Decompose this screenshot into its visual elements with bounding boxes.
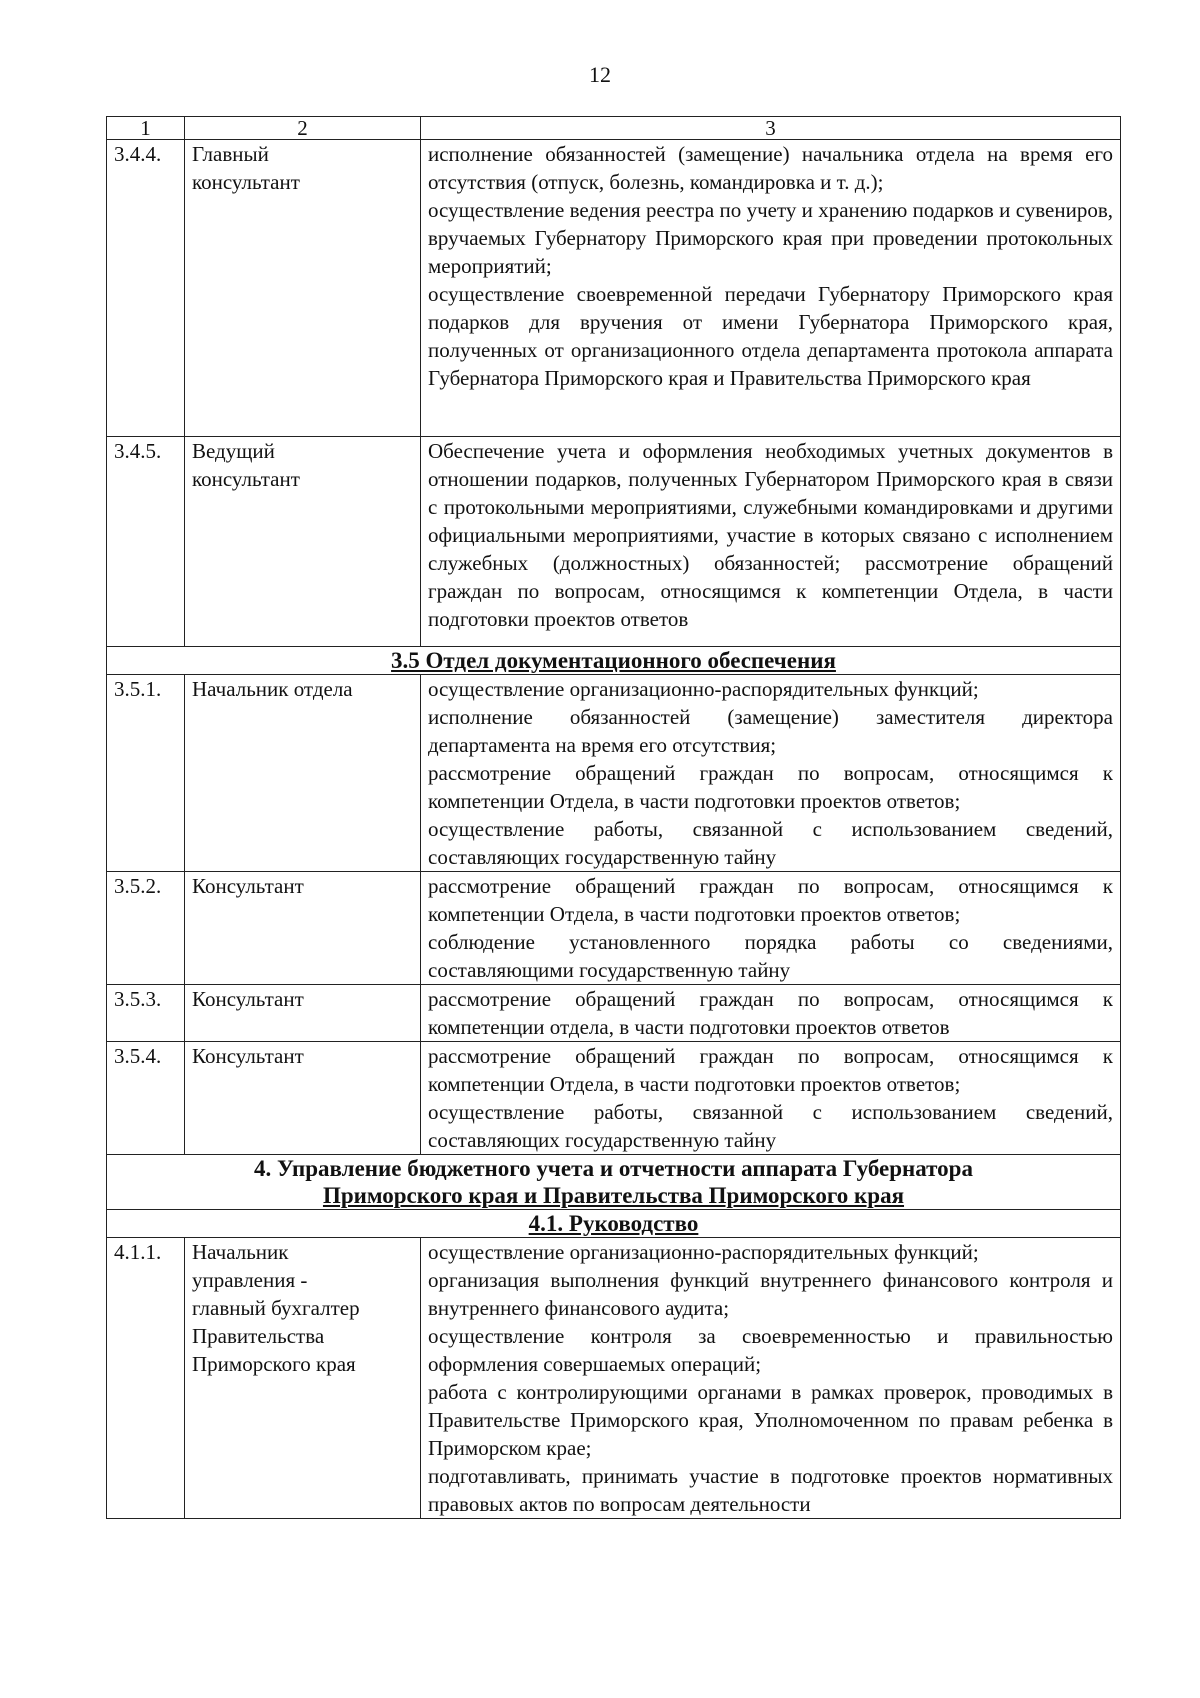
position-title-line: Начальник отдела <box>192 677 353 701</box>
table-row <box>107 1238 1121 1519</box>
position-title-line: консультант <box>192 170 300 194</box>
position-title-line: Начальник <box>192 1240 289 1264</box>
position-title-line: Приморского края <box>192 1352 356 1376</box>
duty-paragraph: рассмотрение обращений граждан по вопросам, относящимся к компетенции отдела, в части подготовки проектов ответов <box>428 987 1113 1039</box>
position-title-line: консультант <box>192 467 300 491</box>
duties-cell <box>421 1238 1121 1519</box>
section-row <box>107 1155 1121 1210</box>
position-title <box>185 985 421 1042</box>
row-number: 3.5.1. <box>107 675 185 872</box>
row-number: 3.4.4. <box>107 140 185 437</box>
section-heading-line: 4. Управление бюджетного учета и отчетности аппарата Губернатора <box>254 1156 973 1181</box>
duty-paragraph: осуществление ведения реестра по учету и хранению подарков и сувениров, вручаемых Губернатору Приморского края при проведении протокольных мероприятий; <box>428 198 1113 278</box>
row-number: 3.5.4. <box>107 1042 185 1155</box>
duties-cell <box>421 985 1121 1042</box>
table-row <box>107 437 1121 647</box>
section-heading-line: 3.5 Отдел документационного обеспечения <box>391 648 836 673</box>
section-heading <box>107 1210 1121 1238</box>
duty-paragraph: рассмотрение обращений граждан по вопросам, относящимся к компетенции Отдела, в части подготовки проектов ответов; <box>428 1044 1113 1096</box>
duty-paragraph: работа с контролирующими органами в рамках проверок, проводимых в Правительстве Приморского края, Уполномоченном по правам ребенка в Приморском крае; <box>428 1380 1113 1460</box>
duty-paragraph: подготавливать, принимать участие в подготовке проектов нормативных правовых актов по вопросам деятельности <box>428 1464 1113 1516</box>
duty-paragraph: осуществление организационно-распорядительных функций; <box>428 677 979 701</box>
position-title <box>185 140 421 437</box>
duty-paragraph: осуществление организационно-распорядительных функций; <box>428 1240 979 1264</box>
table-row <box>107 985 1121 1042</box>
table-row <box>107 675 1121 872</box>
duty-paragraph: осуществление работы, связанной с использованием сведений, составляющих государственную тайну <box>428 1100 1113 1152</box>
row-number: 4.1.1. <box>107 1238 185 1519</box>
position-title-line: Консультант <box>192 1044 304 1068</box>
section-heading-line: 4.1. Руководство <box>528 1211 699 1236</box>
position-title-line: главный бухгалтер <box>192 1296 360 1320</box>
position-title <box>185 675 421 872</box>
section-row <box>107 1210 1121 1238</box>
column-header-2: 2 <box>185 117 421 140</box>
table-row <box>107 1042 1121 1155</box>
duty-paragraph: осуществление своевременной передачи Губернатору Приморского края подарков для вручения от имени Губернатора Приморского края, полученных от организационного отдела департамента протокола аппарата Губернатора Приморского края и Правительства Приморского края <box>428 282 1113 390</box>
section-heading <box>107 647 1121 675</box>
duty-paragraph: рассмотрение обращений граждан по вопросам, относящимся к компетенции Отдела, в части подготовки проектов ответов; <box>428 761 1113 813</box>
table-row <box>107 140 1121 437</box>
page-number: 12 <box>589 62 611 87</box>
column-header-1: 1 <box>107 117 185 140</box>
row-number: 3.5.3. <box>107 985 185 1042</box>
column-header-3: 3 <box>421 117 1121 140</box>
table-header-row <box>107 117 1121 140</box>
row-number: 3.5.2. <box>107 872 185 985</box>
position-title-line: Главный <box>192 142 269 166</box>
duty-paragraph: рассмотрение обращений граждан по вопросам, относящимся к компетенции Отдела, в части подготовки проектов ответов; <box>428 874 1113 926</box>
duties-cell <box>421 437 1121 647</box>
section-row <box>107 647 1121 675</box>
position-title <box>185 1238 421 1519</box>
duty-paragraph: соблюдение установленного порядка работы со сведениями, составляющими государственную тайну <box>428 930 1113 982</box>
position-title-line: Ведущий <box>192 439 275 463</box>
position-title <box>185 1042 421 1155</box>
duties-cell <box>421 872 1121 985</box>
duties-cell <box>421 675 1121 872</box>
position-title-line: Правительства <box>192 1324 325 1348</box>
section-heading-line: Приморского края и Правительства Приморского края <box>322 1183 905 1208</box>
duty-paragraph: осуществление работы, связанной с использованием сведений, составляющих государственную тайну <box>428 817 1113 869</box>
duties-cell <box>421 1042 1121 1155</box>
table-row <box>107 872 1121 985</box>
positions-table <box>106 116 1121 1519</box>
duty-paragraph: Обеспечение учета и оформления необходимых учетных документов в отношении подарков, полученных Губернатором Приморского края в связи с протокольными мероприятиями, служебными командировками и другими официальными мероприятиями, участие в которых связано с исполнением служебных (должностных) обязанностей; рассмотрение обращений граждан по вопросам, относящимся к компетенции Отдела, в части подготовки проектов ответов <box>428 439 1113 631</box>
position-title-line: Консультант <box>192 987 304 1011</box>
row-number: 3.4.5. <box>107 437 185 647</box>
position-title-line: управления - <box>192 1268 308 1292</box>
duty-paragraph: осуществление контроля за своевременностью и правильностью оформления совершаемых операций; <box>428 1324 1113 1376</box>
position-title-line: Консультант <box>192 874 304 898</box>
position-title <box>185 872 421 985</box>
position-title <box>185 437 421 647</box>
duty-paragraph: исполнение обязанностей (замещение) начальника отдела на время его отсутствия (отпуск, болезнь, командировка и т. д.); <box>428 142 1113 194</box>
duty-paragraph: исполнение обязанностей (замещение) заместителя директора департамента на время его отсутствия; <box>428 705 1113 757</box>
section-heading <box>107 1155 1121 1210</box>
duty-paragraph: организация выполнения функций внутреннего финансового контроля и внутреннего финансового аудита; <box>428 1268 1113 1320</box>
duties-cell <box>421 140 1121 437</box>
